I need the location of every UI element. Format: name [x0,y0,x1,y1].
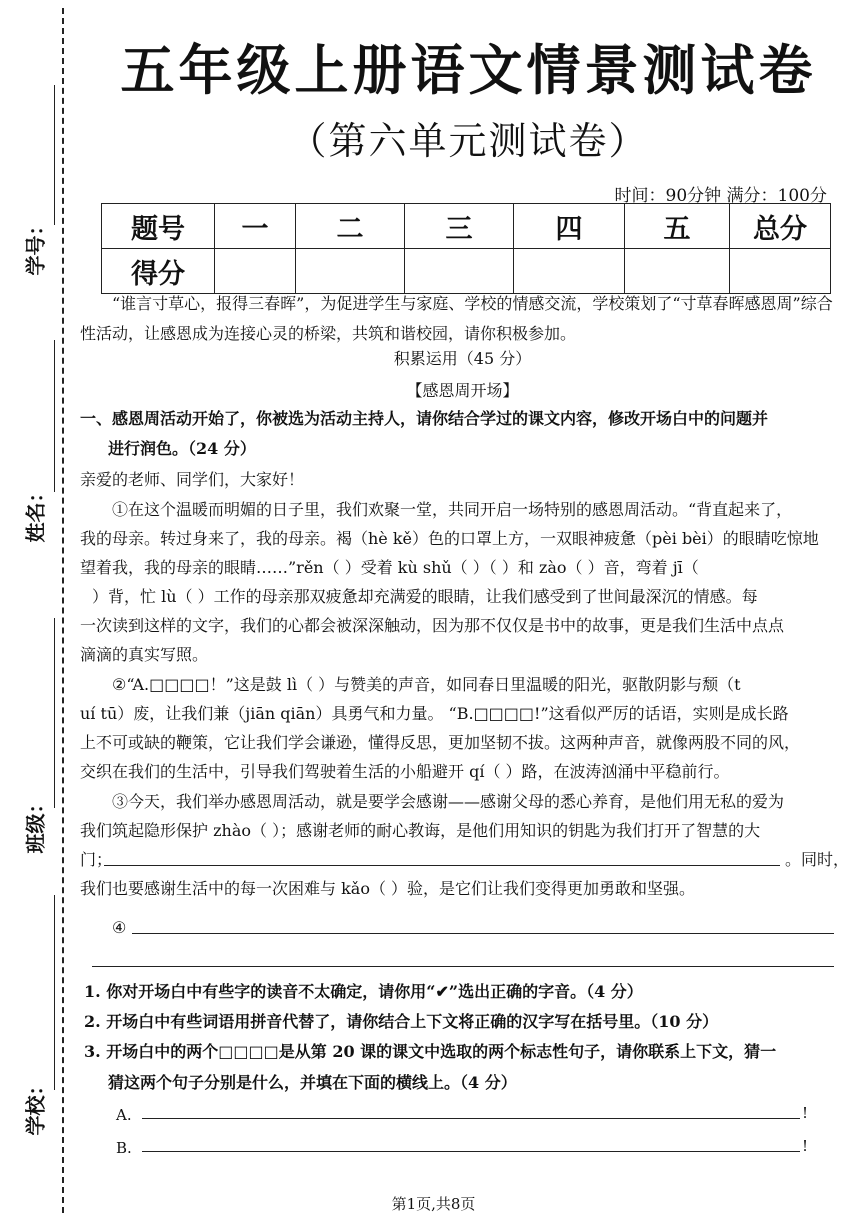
answer-a-exclaim: ! [802,1104,809,1122]
name-field[interactable] [14,340,54,550]
passage-p3-line: 门； [80,850,113,869]
student-number-label: 学号： [23,215,48,276]
passage-p3-line: 我们也要感谢生活中的每一次困难与 kǎo（ ）验，是它们让我们变得更加勇敢和坚强。 [80,879,696,898]
score-cell[interactable] [215,249,296,294]
school-label: 学校： [23,1075,48,1136]
score-header-cell: 五 [625,204,730,249]
name-label: 姓名： [23,482,48,543]
passage-p4-marker: ④ [112,918,127,937]
score-cell[interactable] [514,249,625,294]
score-cell[interactable] [296,249,405,294]
name-line[interactable] [54,340,55,492]
sub-question-3: 3. 开场白中的两个□□□□是从第 20 课的课文中选取的两个标志性句子，请你联系上下文，猜一 [84,1042,777,1061]
page-subtitle: （第六单元测试卷） [288,119,649,163]
score-header-cell: 二 [296,204,405,249]
p4-answer-line-2[interactable] [92,966,834,967]
p4-answer-line-1[interactable] [132,933,834,934]
score-row-label: 得分 [102,249,215,294]
answer-a-line[interactable] [142,1118,800,1119]
student-number-line[interactable] [54,85,55,225]
answer-a-label: A. [116,1106,132,1124]
score-cell[interactable] [405,249,514,294]
sub-question-2: 2. 开场白中有些词语用拼音代替了，请你结合上下文将正确的汉字写在括号里。（10 分） [84,1012,719,1031]
passage-p1-line: ①在这个温暖而明媚的日子里，我们欢聚一堂，共同开启一场特别的感恩周活动。“背直起来了， [112,500,793,519]
school-field[interactable] [14,895,54,1135]
passage-p1-line: 望着我，我的母亲的眼睛……”rěn（ ）受着 kù shǔ（ ）（ ）和 zào（ ）音，弯着 jī（ [80,558,699,577]
section-title: 积累运用（45 分） [393,349,532,368]
question-1-stem-line2: 进行润色。（24 分） [108,439,256,458]
intro-paragraph: “谁言寸草心，报得三春晖”，为促进学生与家庭、学校的情感交流，学校策划了“寸草春晖感恩周”综合性活动，让感恩成为连接心灵的桥梁，共筑和谐校园，请你积极参加。 [80,294,833,343]
score-table-header-row [102,204,831,249]
student-number-field[interactable] [14,85,54,285]
page-title: 五年级上册语文情景测试卷 [120,38,817,102]
answer-b-exclaim: ! [802,1137,809,1155]
passage-p2-line: uí tū）废，让我们兼（jiān qiān）具勇气和力量。 “B.□□□□!”这看似严厉的话语，实则是成长路 [80,704,789,723]
class-line[interactable] [54,618,55,808]
answer-b-label: B. [116,1139,132,1157]
answer-row-a[interactable] [116,1104,809,1124]
sub-question-1: 1. 你对开场白中有些字的读音不太确定，请你用“✔”选出正确的字音。（4 分） [84,982,643,1001]
score-header-cell: 总分 [730,204,831,249]
passage-p1-line: 一次读到这样的文字，我们的心都会被深深触动，因为那不仅仅是书中的故事，更是我们生活中点点 [80,616,785,635]
answer-row-b[interactable] [116,1137,809,1157]
dashed-cut-line [62,8,64,1213]
subsection-title: 【感恩周开场】 [406,381,519,400]
page-footer: 第1页,共8页 [391,1195,476,1213]
answer-b-line[interactable] [142,1151,800,1152]
passage-p1-line: ）背，忙 lù（ ）工作的母亲那双疲惫却充满爱的眼睛，让我们感受到了世间最深沉的情感。每 [92,587,758,606]
score-header-cell: 三 [405,204,514,249]
score-cell[interactable] [730,249,831,294]
passage-p1-line: 滴滴的真实写照。 [80,645,209,664]
score-header-cell: 四 [514,204,625,249]
score-cell[interactable] [625,249,730,294]
question-1-stem-line1: 一、感恩周活动开始了，你被选为活动主持人，请你结合学过的课文内容，修改开场白中的问题并 [80,409,769,428]
class-label: 班级： [23,793,48,854]
class-field[interactable] [14,618,54,858]
passage-p2-line: ②“A.□□□□！”这是鼓 lì（ ）与赞美的声音，如同春日里温暖的阳光，驱散阴影与颓（t [112,675,741,694]
sub-question-3-line2: 猜这两个句子分别是什么，并填在下面的横线上。（4 分） [108,1073,517,1092]
passage-p3-line: ③今天，我们举办感恩周活动，就是要学会感谢——感谢父母的悉心养育，是他们用无私的爱为 [112,792,785,811]
greeting-line: 亲爱的老师、同学们，大家好！ [80,470,305,489]
door-answer-line[interactable] [104,865,780,866]
passage-p1-line: 我的母亲。转过身来了，我的母亲。褐（hè kě）色的口罩上方，一双眼神疲惫（pèi bèi）的眼睛吃惊地 [80,529,819,548]
score-table [101,203,831,294]
score-header-cell: 一 [215,204,296,249]
binding-margin [0,0,70,1226]
passage-p2-line: 上不可或缺的鞭策，它让我们学会谦逊，懂得反思，更加坚韧不拔。这两种声音，就像两股不同的风， [80,733,801,752]
passage-p3-line: 。同时， [785,850,850,869]
passage-p2-line: 交织在我们的生活中，引导我们驾驶着生活的小船避开 qí（ ）路，在波涛汹涌中平稳前行。 [80,762,730,781]
school-line[interactable] [54,895,55,1090]
score-header-cell: 题号 [102,204,215,249]
passage-p3-line: 我们筑起隐形保护 zhào（ ）；感谢老师的耐心教诲，是他们用知识的钥匙为我们打开了智慧的大 [80,821,761,840]
time-score-info: 时间：90分钟 满分：100分 [614,186,827,206]
score-table-score-row [102,249,831,294]
